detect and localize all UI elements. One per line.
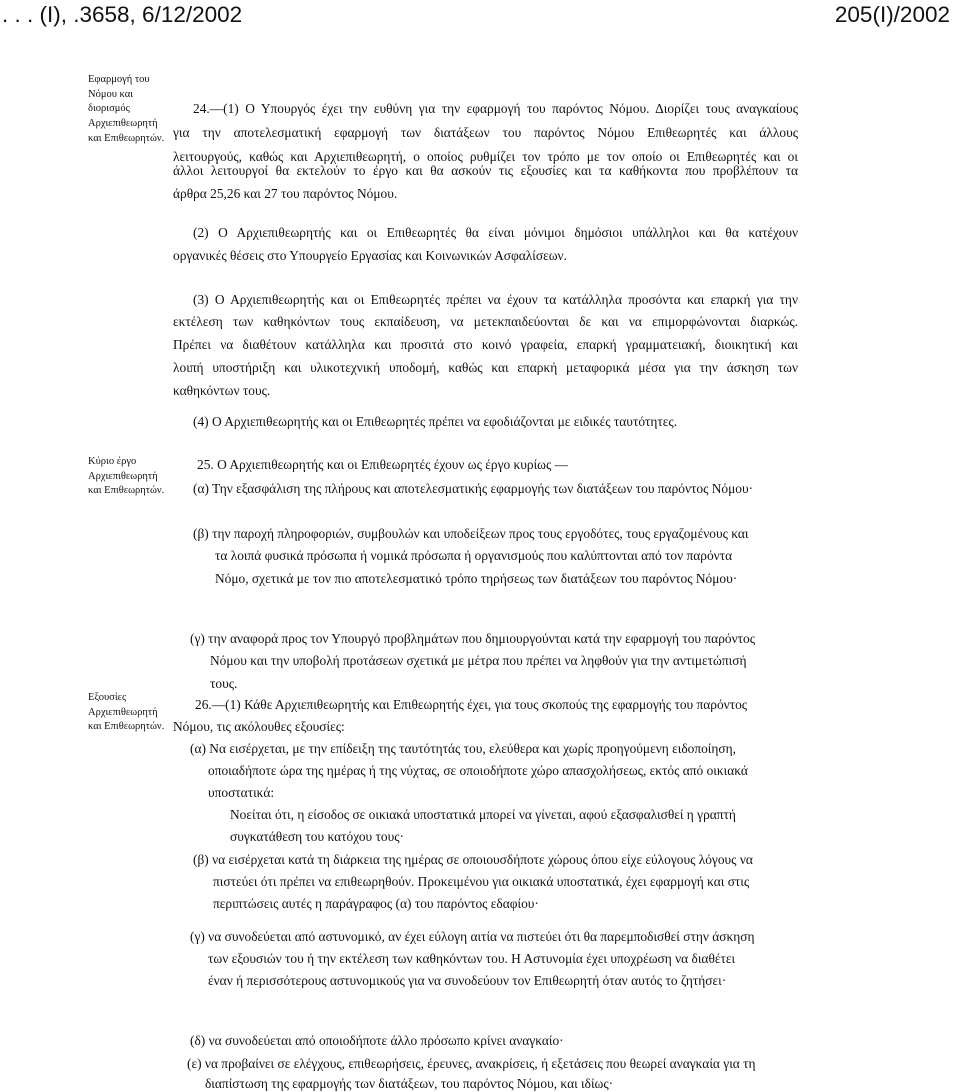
text-line: Νόμου, τις ακόλουθες εξουσίες: xyxy=(173,719,345,734)
text-line: 24.—(1) Ο Υπουργός έχει την ευθύνη για την εφαρμογή του παρόντος Νόμου. Διορίζει τους αναγκαίους xyxy=(193,101,798,116)
text-line: εκτέλεση των καθηκόντων τους εκπαίδευση, να μετεκπαιδεύονται δε και να επιμορφώνονται διαρκώς. xyxy=(173,314,798,329)
text-line: (β) την παροχή πληροφοριών, συμβουλών και υποδείξεων προς τους εργοδότες, τους εργαζομένους και xyxy=(193,526,749,541)
margin-note-main-work: Κύριο έργο Αρχιεπιθεωρητή και Επιθεωρητών. xyxy=(88,456,165,497)
text-line: (γ) να συνοδεύεται από αστυνομικό, αν έχει εύλογη αιτία να πιστεύει ότι θα παρεμποδισθεί στην άσκηση xyxy=(190,929,755,944)
text-line: (3) Ο Αρχιεπιθεωρητής και οι Επιθεωρητές πρέπει να έχουν τα κατάλληλα προσόντα και επαρκή για την xyxy=(193,292,798,307)
text-line: άλλοι λειτουργοί θα εκτελούν το έργο και θα ασκούν τις εξουσίες και τα καθήκοντα που προβλέπουν τα xyxy=(173,163,798,178)
text-line: 26.—(1) Κάθε Αρχιεπιθεωρητής και Επιθεωρητής έχει, για τους σκοπούς της εφαρμογής του παρόντος xyxy=(195,697,748,712)
text-line: καθηκόντων τους. xyxy=(173,383,271,398)
text-line: Νόμο, σχετικά με τον πιο αποτελεσματικό τρόπο τηρήσεως των διατάξεων του παρόντος Νόμου· xyxy=(215,571,738,586)
text-line: υποστατικά: xyxy=(208,785,275,800)
text-line: συγκατάθεση του κατόχου τους· xyxy=(230,829,404,844)
page-header xyxy=(0,0,960,30)
text-line: οποιαδήποτε ώρα της ημέρας ή της νύχτας, σε οποιοδήποτε χώρο απασχολήσεως, εκτός από οικιακά xyxy=(208,763,748,778)
text-line: άρθρα 25,26 και 27 του παρόντος Νόμου. xyxy=(173,186,398,201)
text-line: Νόμου και την υποβολή προτάσεων σχετικά με μέτρα που πρέπει να ληφθούν για την αντιμετώπισή xyxy=(210,653,747,668)
text-line: (α) Να εισέρχεται, με την επίδειξη της ταυτότητάς του, ελεύθερα και χωρίς προηγούμενη ειδοποίηση, xyxy=(190,741,736,756)
text-line: οργανικές θέσεις στο Υπουργείο Εργασίας και Κοινωνικών Ασφαλίσεων. xyxy=(173,248,567,263)
text-line: λοιπή υποστήριξη και υλικοτεχνική υποδομή, καθώς και επαρκή μεταφορικά μέσα για την άσκηση των xyxy=(173,360,798,375)
gazette-reference: . . . (Ι), .3658, 6/12/2002 xyxy=(2,2,243,27)
margin-note-powers: Εξουσίες Αρχιεπιθεωρητή και Επιθεωρητών. xyxy=(88,692,165,733)
text-line: (α) Την εξασφάλιση της πλήρους και αποτελεσματικής εφαρμογής των διατάξεων του παρόντος Νόμου· xyxy=(193,481,754,496)
text-line: των εξουσιών του ή την εκτέλεση των καθηκόντων του. Η Αστυνομία έχει υποχρέωση να διαθέτει xyxy=(208,951,736,966)
text-line: (γ) την αναφορά προς τον Υπουργό προβλημάτων που δημιουργούνται κατά την εφαρμογή του παρόντος xyxy=(190,631,756,646)
text-line: λειτουργούς, καθώς και Αρχιεπιθεωρητή, ο οποίος ρυθμίζει τον τρόπο με τον οποίο οι Επιθεωρητές και οι xyxy=(173,149,798,164)
text-line: (δ) να συνοδεύεται από οποιοδήποτε άλλο πρόσωπο κρίνει αναγκαίο· xyxy=(190,1033,564,1048)
text-line: Πρέπει να διαθέτουν κατάλληλα και προσιτά στο κοινό γραφεία, επαρκή γραμματειακή, διοικητική και xyxy=(173,337,798,352)
text-line: (ε) να προβαίνει σε ελέγχους, επιθεωρήσεις, έρευνες, ανακρίσεις, ή εξετάσεις που θεωρεί αναγκαία για τη xyxy=(187,1056,756,1071)
text-line: περιπτώσεις αυτές η παράγραφος (α) του παρόντος εδαφίου· xyxy=(213,896,539,911)
law-number: 205(Ι)/2002 xyxy=(834,2,950,27)
text-line: (4) Ο Αρχιεπιθεωρητής και οι Επιθεωρητές πρέπει να εφοδιάζονται με ειδικές ταυτότητες. xyxy=(193,414,678,429)
text-line: διαπίστωση της εφαρμογής των διατάξεων, του παρόντος Νόμου, και ιδίως· xyxy=(205,1076,614,1091)
text-line: (β) να εισέρχεται κατά τη διάρκεια της ημέρας σε οποιουσδήποτε χώρους όπου είχε εύλογους λόγους να xyxy=(193,852,753,867)
text-line: Νοείται ότι, η είσοδος σε οικιακά υποστατικά μπορεί να γίνεται, αφού εξασφαλισθεί η γραπτή xyxy=(230,807,736,822)
text-line: τους. xyxy=(210,676,238,691)
text-line: για την αποτελεσματική εφαρμογή των διατάξεων του παρόντος Νόμου Επιθεωρητές και άλλους xyxy=(173,125,798,140)
text-line: πιστεύει ότι πρέπει να επιθεωρηθούν. Προκειμένου για οικιακά υποστατικά, έχει εφαρμογή και στις xyxy=(213,874,750,889)
text-line: 25. Ο Αρχιεπιθεωρητής και οι Επιθεωρητές έχουν ως έργο κυρίως — xyxy=(197,457,569,472)
text-line: έναν ή περισσότερους αστυνομικούς για να συνοδεύουν τον Επιθεωρητή όταν αυτός το ζητήσει· xyxy=(208,973,727,988)
margin-note-application: Εφαρμογή του Νόμου και διορισμός Αρχιεπιθεωρητή και Επιθεωρητών. xyxy=(88,74,165,144)
text-line: (2) Ο Αρχιεπιθεωρητής και οι Επιθεωρητές θα είναι μόνιμοι δημόσιοι υπάλληλοι και θα κατέχουν xyxy=(193,225,798,240)
text-line: τα λοιπά φυσικά πρόσωπα ή νομικά πρόσωπα ή οργανισμούς που καλύπτονται από τον παρόντα xyxy=(215,548,733,563)
